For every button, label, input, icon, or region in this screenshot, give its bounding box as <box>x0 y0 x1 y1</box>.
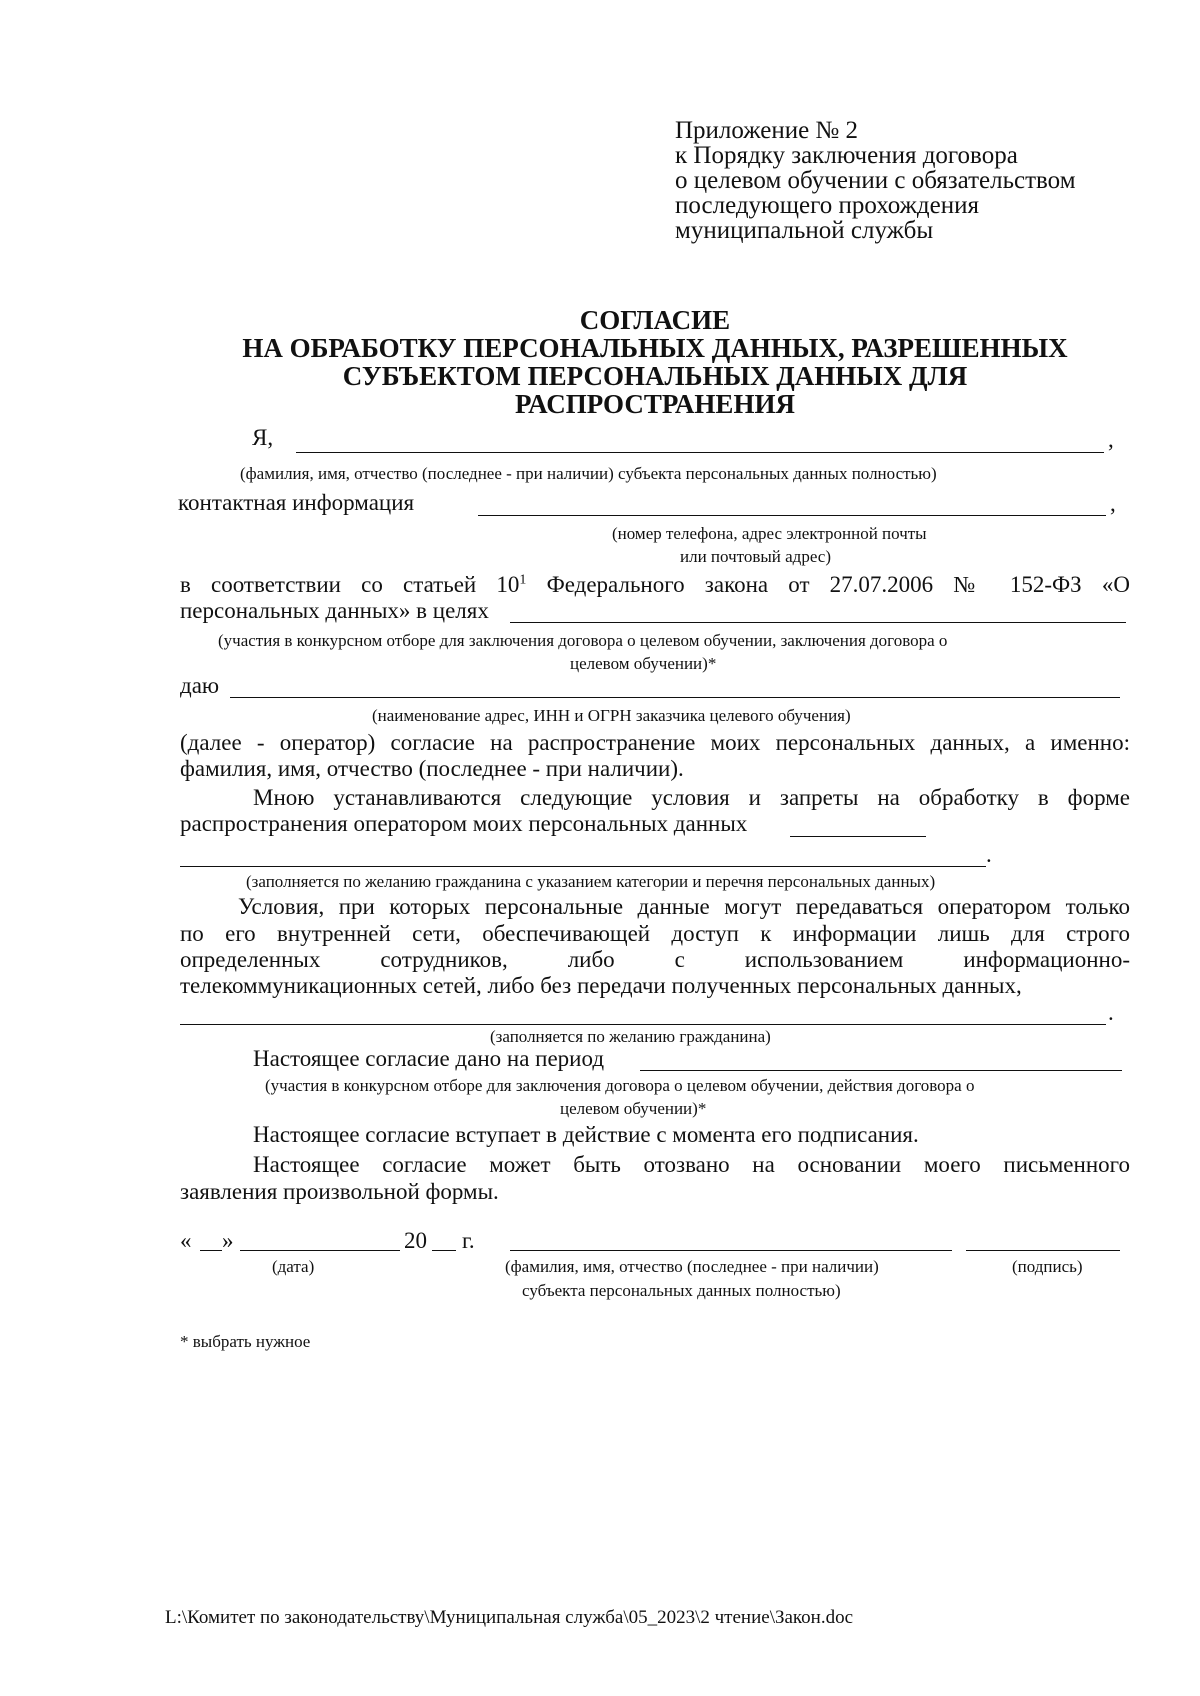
date-day-field[interactable] <box>200 1250 222 1251</box>
transfer-word: с <box>674 947 685 972</box>
appendix-header <box>675 118 1135 243</box>
transfer-word: определенных <box>180 947 321 972</box>
comma: , <box>1108 427 1114 452</box>
law-line <box>180 572 1130 598</box>
conditions-line: Мною устанавливаются следующие условия и запреты на обработку в форме <box>253 785 1130 810</box>
transfer-caption: (заполняется по желанию гражданина) <box>490 1027 771 1046</box>
title-line: СУБЪЕКТОМ ПЕРСОНАЛЬНЫХ ДАННЫХ ДЛЯ <box>342 361 968 391</box>
signature-field[interactable] <box>966 1250 1120 1251</box>
conditions-line: распространения оператором моих персональных данных <box>180 811 748 836</box>
year-suffix: г. <box>462 1228 475 1253</box>
conditions-field[interactable] <box>790 836 926 837</box>
revoke-line: заявления произвольной формы. <box>180 1179 499 1204</box>
signer-caption: (фамилия, имя, отчество (последнее - при наличии) <box>505 1257 879 1276</box>
title-line: РАСПРОСТРАНЕНИЯ <box>515 389 795 419</box>
i-label: Я, <box>252 425 274 450</box>
transfer-field[interactable] <box>180 1024 1106 1025</box>
title-line: НА ОБРАБОТКУ ПЕРСОНАЛЬНЫХ ДАННЫХ, РАЗРЕШЕННЫХ <box>242 333 1068 363</box>
law-text: Федерального закона от 27.07.2006 № 152-ФЗ «О <box>526 572 1130 597</box>
transfer-word: использованием <box>744 947 904 972</box>
law-text: в соответствии со статьей 10 <box>180 572 520 597</box>
consent-line: фамилия, имя, отчество (последнее - при наличии). <box>180 756 684 781</box>
give-label: даю <box>180 673 220 698</box>
signer-caption: субъекта персональных данных полностью) <box>522 1281 841 1300</box>
period-mark: . <box>1108 1000 1114 1025</box>
appendix-line: к Порядку заключения договора <box>675 142 1018 169</box>
transfer-word: сотрудников, <box>380 947 508 972</box>
purpose-caption: (участия в конкурсном отборе для заключения договора о целевом обучении, заключения договора о <box>218 631 948 650</box>
title-line: СОГЛАСИЕ <box>579 305 731 335</box>
fio-field[interactable] <box>296 452 1104 453</box>
signer-name-field[interactable] <box>510 1250 952 1251</box>
date-quote-close: » <box>222 1228 234 1253</box>
contact-caption: (номер телефона, адрес электронной почты <box>612 524 927 543</box>
contact-field[interactable] <box>478 515 1106 516</box>
fio-caption: (фамилия, имя, отчество (последнее - при наличии) субъекта персональных данных полностью) <box>240 464 937 483</box>
footnote: * выбрать нужное <box>180 1332 311 1351</box>
appendix-line: последующего прохождения <box>675 192 979 219</box>
comma: , <box>1110 491 1116 516</box>
contact-caption: или почтовый адрес) <box>680 547 832 566</box>
period-field[interactable] <box>640 1070 1122 1071</box>
operator-field[interactable] <box>230 697 1120 698</box>
law-line-2: персональных данных» в целях <box>180 598 489 623</box>
transfer-line: Условия, при которых персональные данные могут передаваться оператором только <box>238 894 1130 919</box>
appendix-line: муниципальной службы <box>675 217 934 244</box>
date-month-field[interactable] <box>240 1250 400 1251</box>
period-caption: целевом обучении)* <box>560 1099 707 1118</box>
transfer-line <box>180 947 1130 973</box>
consent-line: (далее - оператор) согласие на распространение моих персональных данных, а именно: <box>180 730 1130 755</box>
transfer-word: либо <box>567 947 615 972</box>
purpose-caption: целевом обучении)* <box>570 654 717 673</box>
conditions-field-2[interactable] <box>180 866 986 867</box>
period-mark: . <box>986 842 992 867</box>
operator-caption: (наименование адрес, ИНН и ОГРН заказчика целевого обучения) <box>372 706 851 725</box>
appendix-line: Приложение № 2 <box>675 117 859 144</box>
period-label: Настоящее согласие дано на период <box>253 1046 605 1071</box>
transfer-line: по его внутренней сети, обеспечивающей доступ к информации лишь для строго <box>180 921 1130 946</box>
date-caption: (дата) <box>272 1257 315 1276</box>
period-caption: (участия в конкурсном отборе для заключения договора о целевом обучении, действия договора о <box>265 1076 975 1095</box>
date-quote-open: « <box>180 1228 192 1253</box>
revoke-line: Настоящее согласие может быть отозвано на основании моего письменного <box>253 1152 1130 1177</box>
transfer-line: телекоммуникационных сетей, либо без передачи полученных персональных данных, <box>180 973 1022 998</box>
conditions-caption: (заполняется по желанию гражданина с указанием категории и перечня персональных данных) <box>246 872 936 891</box>
date-year-field[interactable] <box>432 1250 456 1251</box>
appendix-line: о целевом обучении с обязательством <box>675 167 1076 194</box>
effective-line: Настоящее согласие вступает в действие с момента его подписания. <box>253 1122 919 1147</box>
sign-caption: (подпись) <box>1012 1257 1083 1276</box>
document-title <box>160 306 1150 418</box>
purpose-field[interactable] <box>510 622 1126 623</box>
contact-label: контактная информация <box>178 490 415 515</box>
year-prefix: 20 <box>404 1228 427 1253</box>
transfer-word: информационно- <box>963 947 1130 972</box>
footer-file-path: L:\Комитет по законодательству\Муниципальная служба\05_2023\2 чтение\Закон.doc <box>165 1607 854 1628</box>
law-superscript: 1 <box>519 572 527 588</box>
